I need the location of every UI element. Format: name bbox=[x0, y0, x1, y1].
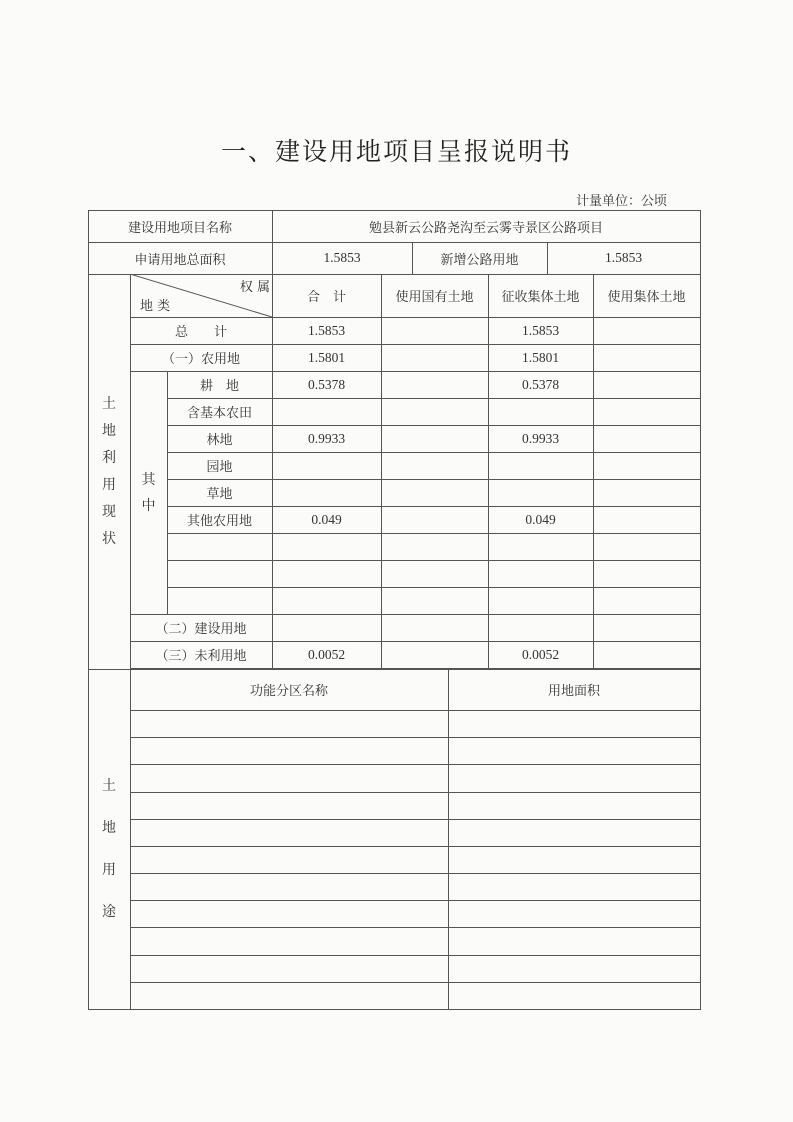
total-area-label: 申请用地总面积 bbox=[134, 252, 226, 268]
land-use-row bbox=[130, 846, 701, 847]
row-8-value-2 bbox=[488, 533, 593, 560]
land-use-row bbox=[130, 927, 701, 928]
row-label-1: （一）农用地 bbox=[161, 352, 240, 367]
row-4-value-0: 0.9933 bbox=[307, 430, 346, 446]
row-label-11: （二）建设用地 bbox=[155, 622, 247, 637]
land-use-section-label-char: 土 bbox=[102, 778, 116, 794]
land-use-row bbox=[130, 900, 701, 901]
row-7-value-3 bbox=[593, 506, 700, 533]
new-road-value: 1.5853 bbox=[604, 250, 643, 265]
row-0-value-2: 1.5853 bbox=[521, 322, 560, 338]
row-label-0: 总 计 bbox=[174, 325, 227, 340]
land-status-section-label-char: 用 bbox=[102, 476, 116, 493]
row-10-value-3 bbox=[593, 587, 700, 614]
row-9-value-0 bbox=[272, 560, 381, 587]
land-status-section-label-char: 土 bbox=[102, 395, 116, 412]
row-9-value-2 bbox=[488, 560, 593, 587]
land-status-section-label-char: 现 bbox=[102, 503, 116, 520]
project-name-label: 建设用地项目名称 bbox=[127, 220, 232, 236]
row-12-value-3 bbox=[593, 641, 700, 668]
column-header-0: 合 计 bbox=[306, 290, 346, 305]
sub-group-label-char: 其 bbox=[141, 471, 156, 488]
row-5-value-0 bbox=[272, 452, 381, 479]
row-8-value-0 bbox=[272, 533, 381, 560]
row-1-value-1 bbox=[381, 344, 488, 371]
land-status-section-label-char: 利 bbox=[102, 449, 116, 466]
land-use-column-name: 功能分区名称 bbox=[249, 684, 328, 699]
row-9-value-3 bbox=[593, 560, 700, 587]
row-12-value-0: 0.0052 bbox=[307, 646, 346, 662]
row-5-value-1 bbox=[381, 452, 488, 479]
row-label-4: 林地 bbox=[206, 433, 233, 448]
row-0-value-0: 1.5853 bbox=[307, 322, 346, 338]
table-rule bbox=[130, 710, 701, 711]
land-use-row bbox=[130, 764, 701, 765]
land-use-row bbox=[130, 819, 701, 820]
land-use-row bbox=[130, 792, 701, 793]
table-right-border bbox=[700, 210, 701, 1010]
row-label-3: 含基本农田 bbox=[186, 406, 252, 421]
column-header-2: 征收集体土地 bbox=[501, 290, 580, 305]
row-label-7: 其他农用地 bbox=[186, 514, 252, 529]
row-2-value-0: 0.5378 bbox=[307, 376, 346, 392]
document-title: 一、建设用地项目呈报说明书 bbox=[220, 137, 572, 166]
row-6-value-0 bbox=[272, 479, 381, 506]
unit-label: 计量单位：公顷 bbox=[576, 194, 668, 209]
row-label-5: 园地 bbox=[206, 460, 233, 475]
row-2-value-1 bbox=[381, 371, 488, 398]
row-9-value-1 bbox=[381, 560, 488, 587]
row-label-12: （三）未利用地 bbox=[155, 649, 247, 664]
row-3-value-0 bbox=[272, 398, 381, 425]
land-use-row bbox=[130, 955, 701, 956]
land-status-section-label-char: 状 bbox=[102, 530, 116, 547]
row-4-value-1 bbox=[381, 425, 488, 452]
land-use-section-label-char: 用 bbox=[102, 862, 116, 878]
row-label-9 bbox=[167, 560, 272, 587]
row-8-value-1 bbox=[381, 533, 488, 560]
table-rule bbox=[167, 371, 168, 615]
row-label-2: 耕 地 bbox=[199, 379, 239, 394]
column-header-1: 使用国有土地 bbox=[395, 290, 474, 305]
row-12-value-2: 0.0052 bbox=[521, 646, 560, 662]
row-3-value-3 bbox=[593, 398, 700, 425]
row-label-10 bbox=[167, 587, 272, 614]
land-use-section-label bbox=[88, 729, 130, 969]
row-12-value-1 bbox=[381, 641, 488, 668]
row-11-value-3 bbox=[593, 614, 700, 641]
row-5-value-3 bbox=[593, 452, 700, 479]
row-4-value-3 bbox=[593, 425, 700, 452]
land-use-row bbox=[130, 737, 701, 738]
total-area-value: 1.5853 bbox=[323, 250, 361, 265]
row-label-6: 草地 bbox=[206, 487, 233, 502]
table-rule bbox=[448, 669, 449, 1010]
row-2-value-3 bbox=[593, 371, 700, 398]
land-use-column-area: 用地面积 bbox=[547, 684, 600, 699]
row-label-8 bbox=[167, 533, 272, 560]
land-use-row bbox=[130, 982, 701, 983]
row-6-value-2 bbox=[488, 479, 593, 506]
header-land-type: 地 类 bbox=[140, 299, 171, 314]
land-use-section-label-char: 途 bbox=[102, 904, 116, 920]
row-11-value-0 bbox=[272, 614, 381, 641]
row-5-value-2 bbox=[488, 452, 593, 479]
row-10-value-0 bbox=[272, 587, 381, 614]
land-use-section-label-char: 地 bbox=[102, 820, 116, 836]
row-0-value-1 bbox=[381, 317, 488, 344]
row-11-value-2 bbox=[488, 614, 593, 641]
row-1-value-0: 1.5801 bbox=[307, 349, 346, 365]
row-10-value-2 bbox=[488, 587, 593, 614]
land-status-section-label bbox=[88, 274, 130, 669]
row-1-value-2: 1.5801 bbox=[521, 349, 560, 365]
land-status-section-label-char: 地 bbox=[102, 422, 116, 439]
row-0-value-3 bbox=[593, 317, 700, 344]
row-3-value-1 bbox=[381, 398, 488, 425]
sub-group-label bbox=[130, 371, 167, 614]
row-1-value-3 bbox=[593, 344, 700, 371]
row-7-value-0: 0.049 bbox=[311, 511, 342, 527]
project-name-value: 勉县新云公路尧沟至云雾寺景区公路项目 bbox=[368, 220, 603, 236]
column-header-3: 使用集体土地 bbox=[607, 290, 686, 305]
table-bottom-border bbox=[88, 1009, 701, 1010]
land-use-row bbox=[130, 873, 701, 874]
row-2-value-2: 0.5378 bbox=[521, 376, 560, 392]
table-rule bbox=[130, 614, 168, 615]
header-ownership: 权 属 bbox=[239, 279, 270, 295]
row-10-value-1 bbox=[381, 587, 488, 614]
row-3-value-2 bbox=[488, 398, 593, 425]
row-7-value-1 bbox=[381, 506, 488, 533]
new-road-label: 新增公路用地 bbox=[440, 252, 519, 268]
row-8-value-3 bbox=[593, 533, 700, 560]
row-4-value-2: 0.9933 bbox=[521, 430, 560, 446]
row-6-value-1 bbox=[381, 479, 488, 506]
row-11-value-1 bbox=[381, 614, 488, 641]
row-7-value-2: 0.049 bbox=[525, 511, 556, 527]
row-6-value-3 bbox=[593, 479, 700, 506]
sub-group-label-char: 中 bbox=[141, 497, 156, 514]
